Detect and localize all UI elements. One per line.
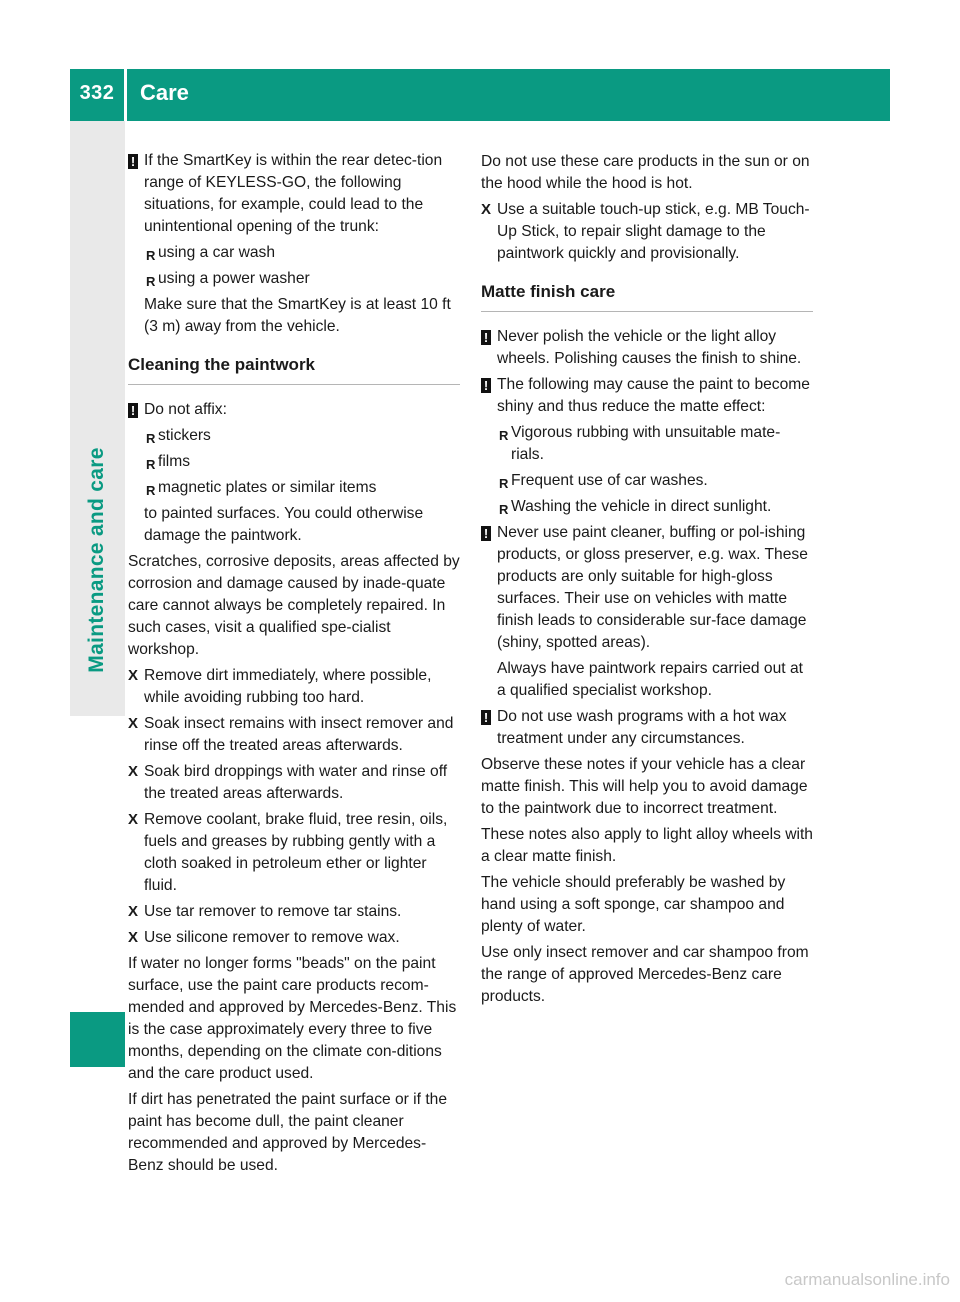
warning-icon: ! [481, 710, 491, 725]
warning-icon: ! [481, 330, 491, 345]
warning-icon: ! [128, 403, 138, 418]
arrow-icon: X [481, 201, 492, 218]
step-item: X Remove coolant, brake fluid, tree resin, oils, fuels and greases by rubbing gently with a cloth soaked in petroleum ether or lighter fluid. [128, 811, 448, 894]
arrow-icon: X [128, 903, 139, 920]
warning-text: to painted surfaces. You could otherwise damage the paintwork. [144, 505, 424, 544]
warning-text: Never polish the vehicle or the light alloy wheels. Polishing causes the finish to shine. [497, 328, 802, 367]
step-list [481, 199, 813, 265]
step-list [128, 665, 460, 949]
section-heading: Cleaning the paintwork [128, 354, 460, 385]
warning-block [481, 374, 813, 518]
step-item: X Soak bird droppings with water and rinse off the treated areas afterwards. [128, 763, 448, 802]
warning-icon: ! [481, 378, 491, 393]
side-tab-marker [70, 1012, 125, 1067]
arrow-icon: X [128, 763, 139, 780]
paragraph: The vehicle should preferably be washed by hand using a soft sponge, car shampoo and plenty of water. [481, 874, 786, 935]
bullet-list [144, 425, 460, 499]
paragraph: Use only insect remover and car shampoo from the range of approved Mercedes-Benz care products. [481, 944, 809, 1005]
arrow-icon: X [128, 667, 139, 684]
list-item: R stickers [144, 425, 460, 447]
watermark: carmanualsonline.info [784, 1270, 950, 1289]
bullet-icon: R [499, 476, 509, 491]
step-item: X Remove dirt immediately, where possible, while avoiding rubbing too hard. [128, 667, 432, 706]
bullet-icon: R [146, 431, 156, 446]
bullet-icon: R [499, 502, 509, 517]
header-bar [70, 69, 890, 121]
page-number: 332 [79, 82, 115, 104]
bullet-icon: R [499, 428, 509, 443]
warning-block [481, 706, 813, 750]
paragraph: Scratches, corrosive deposits, areas affected by corrosion and damage caused by inade-quate care cannot always be completely repaired. In such cases, visit a qualified spe-cialist workshop. [128, 553, 460, 658]
warning-text: The following may cause the paint to become shiny and thus reduce the matte effect: [497, 376, 810, 415]
paragraph: If water no longer forms "beads" on the paint surface, use the paint care products recom-mended and approved by Mercedes-Benz. This is the case approximately every three to five months, depending on the climate con-ditions and the care product used. [128, 955, 457, 1082]
bullet-list [144, 242, 460, 290]
arrow-icon: X [128, 811, 139, 828]
step-item: X Use tar remover to remove tar stains. [128, 901, 460, 923]
arrow-icon: X [128, 929, 139, 946]
side-tab-label: Maintenance and care [85, 447, 108, 673]
warning-block [481, 326, 813, 370]
step-item: X Soak insect remains with insect remover and rinse off the treated areas afterwards. [128, 715, 454, 754]
paragraph: Observe these notes if your vehicle has a clear matte finish. This will help you to avoid damage to the paintwork due to incorrect treatment. [481, 756, 808, 817]
list-item: R using a car wash [144, 242, 460, 264]
warning-text: Never use paint cleaner, buffing or pol-ishing products, or gloss preserver, e.g. wax. These products are only suitable for high-gloss surfaces. Their use on vehicles with matte finish leads to considerable sur-face damage (shiny, spotted areas). [497, 524, 808, 651]
section-title: Care [140, 80, 189, 105]
list-item: R Frequent use of car washes. [497, 470, 813, 492]
list-item: R using a power washer [144, 268, 460, 290]
list-item: R films [144, 451, 460, 473]
bullet-icon: R [146, 457, 156, 472]
paragraph: These notes also apply to light alloy wheels with a clear matte finish. [481, 826, 813, 865]
warning-text: If the SmartKey is within the rear detec-tion range of KEYLESS-GO, the following situations, for example, could lead to the unintentional opening of the trunk: [144, 152, 443, 235]
header-divider [124, 69, 127, 121]
paragraph: Do not use these care products in the sun or on the hood while the hood is hot. [481, 153, 810, 192]
warning-block [481, 522, 813, 702]
warning-icon: ! [128, 154, 138, 169]
step-item: X Use a suitable touch-up stick, e.g. MB Touch-Up Stick, to repair slight damage to the paintwork quickly and provisionally. [481, 201, 810, 262]
bullet-list [497, 422, 813, 518]
list-item: R Washing the vehicle in direct sunlight. [497, 496, 813, 518]
arrow-icon: X [128, 715, 139, 732]
bullet-icon: R [146, 248, 156, 263]
bullet-icon: R [146, 274, 156, 289]
list-item: R Vigorous rubbing with unsuitable mate-rials. [499, 424, 781, 463]
paragraph: If dirt has penetrated the paint surface or if the paint has become dull, the paint cleaner recommended and approved by Mercedes-Benz should be used. [128, 1091, 447, 1174]
right-column [481, 151, 813, 1012]
section-heading: Matte finish care [481, 281, 813, 312]
warning-text: Make sure that the SmartKey is at least 10 ft (3 m) away from the vehicle. [144, 296, 451, 335]
step-item: X Use silicone remover to remove wax. [128, 927, 460, 949]
warning-block [128, 399, 460, 547]
warning-icon: ! [481, 526, 491, 541]
list-item: R magnetic plates or similar items [144, 477, 460, 499]
bullet-icon: R [146, 483, 156, 498]
left-column [128, 150, 460, 1181]
warning-text: Do not affix: [144, 401, 227, 418]
warning-text: Always have paintwork repairs carried out at a qualified specialist workshop. [497, 660, 803, 699]
warning-block [128, 150, 460, 338]
warning-text: Do not use wash programs with a hot wax treatment under any circumstances. [497, 708, 787, 747]
